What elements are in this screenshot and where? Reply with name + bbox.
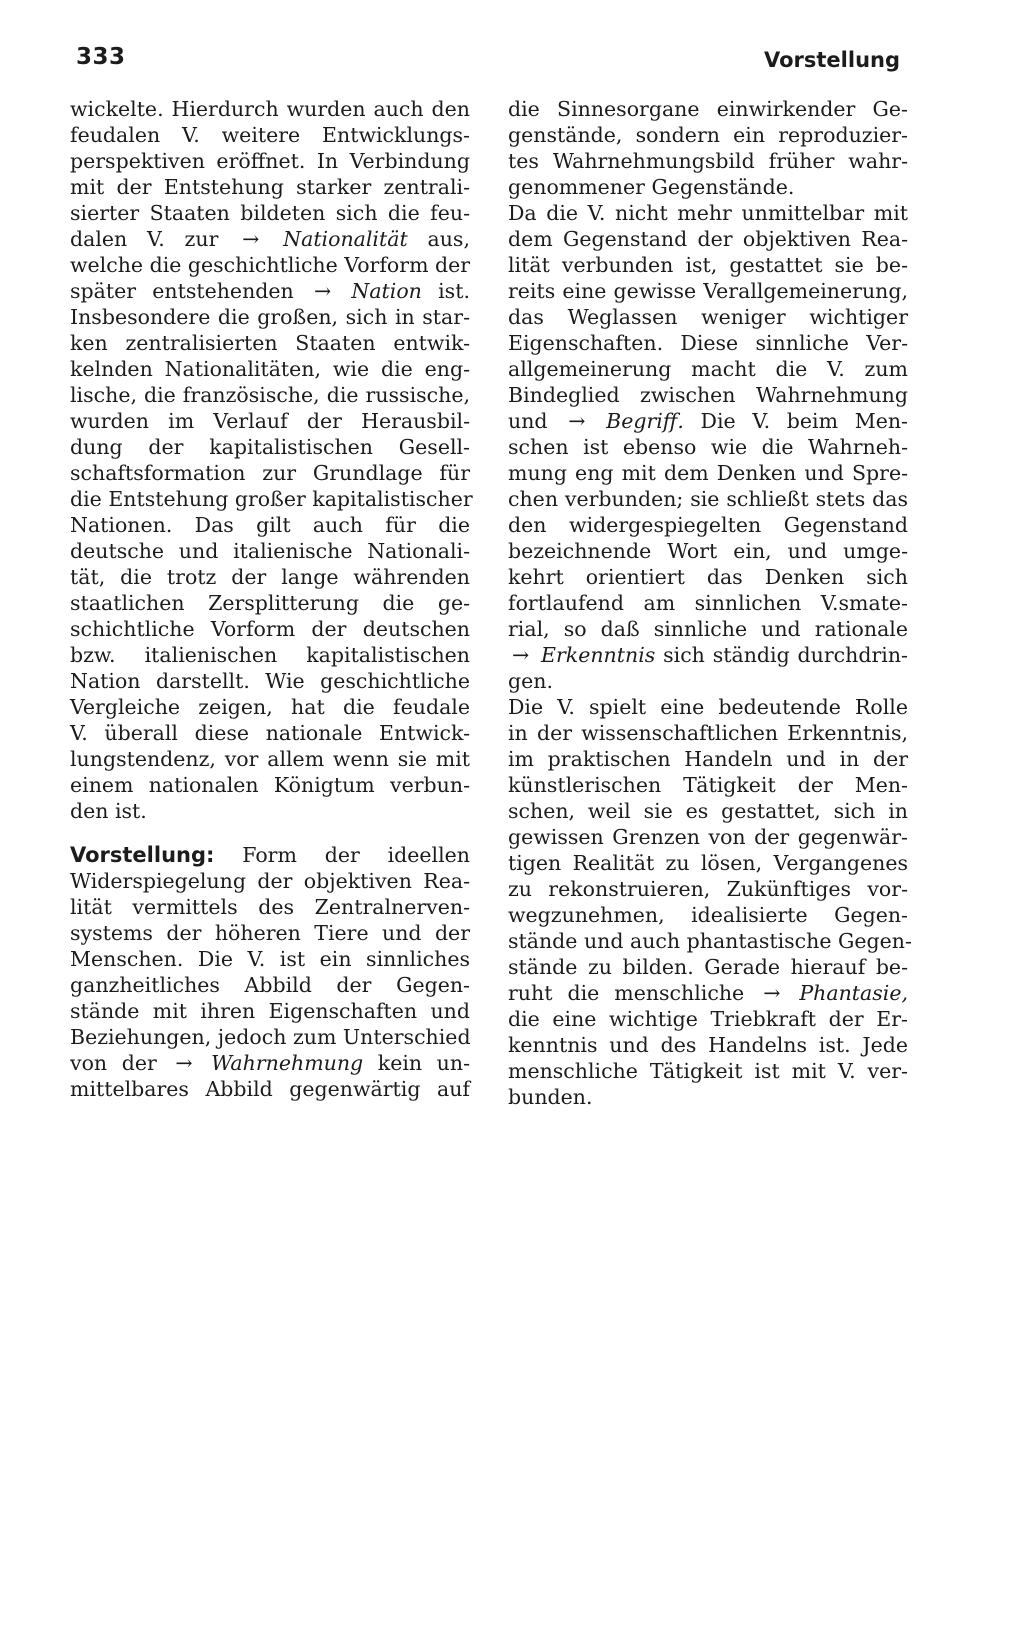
text-line: stände und auch phantastische Gegen- (508, 929, 912, 953)
text-line: Widerspiegelung der objektiven Rea- (70, 869, 470, 893)
text-line: Nation darstellt. Wie geschichtliche (70, 669, 470, 693)
paragraph-gap (70, 824, 470, 842)
text-line: deutsche und italienische Nationali- (70, 539, 470, 563)
text-line: Insbesondere die großen, sich in star- (70, 305, 470, 329)
text-segment: Die V. beim Men- (700, 409, 908, 433)
text-line: stände zu bilden. Gerade hierauf be- (508, 955, 908, 979)
text-line: in der wissenschaftlichen Erkenntnis, (508, 721, 908, 745)
text-line: tigen Realität zu lösen, Vergangenes (508, 851, 908, 875)
text-line: menschliche Tätigkeit ist mit V. ver- (508, 1059, 908, 1083)
cross-reference-arrow-icon: → (175, 1051, 193, 1075)
text-line (70, 1050, 470, 1076)
text-line: Beziehungen, jedoch zum Unterschied (70, 1025, 471, 1049)
text-line: lungstendenz, vor allem wenn sie mit (70, 747, 470, 771)
text-line: zu rekonstruieren, Zukünftiges vor- (508, 877, 908, 901)
text-line: systems der höheren Tiere und der (70, 921, 470, 945)
text-line: die eine wichtige Triebkraft der Er- (508, 1007, 908, 1031)
text-segment: von der (70, 1051, 157, 1075)
text-line: tät, die trotz der lange währenden (70, 565, 470, 589)
left-column (70, 96, 473, 1102)
text-line: schaftsformation zur Grundlage für (70, 461, 470, 485)
text-line: schen ist ebenso wie die Wahrneh- (508, 435, 908, 459)
text-line: bezeichnende Wort ein, und umge- (508, 539, 908, 563)
cross-reference-wahrnehmung[interactable]: Wahrnehmung (211, 1051, 364, 1075)
entry-continuation-paragraph (508, 96, 908, 200)
text-line: Eigenschaften. Diese sinnliche Ver- (508, 331, 908, 355)
text-line: wickelte. Hierdurch wurden auch den (70, 97, 470, 121)
text-line: künstlerischen Tätigkeit der Men- (508, 773, 908, 797)
cross-reference-arrow-icon: → (763, 981, 781, 1005)
cross-reference-arrow-icon: → (568, 409, 586, 433)
page-number: 333 (76, 44, 126, 70)
text-line: den ist. (70, 799, 147, 823)
cross-reference-phantasie[interactable]: Phantasie, (799, 981, 908, 1005)
text-line: lität verbunden ist, gestattet sie be- (508, 253, 908, 277)
text-line: gen. (508, 669, 553, 693)
text-segment: aus, (427, 227, 470, 251)
text-line (70, 226, 470, 252)
text-line: die Sinnesorgane einwirkender Ge- (508, 97, 908, 121)
text-line: staatlichen Zersplitterung die ge- (70, 591, 470, 615)
text-line (70, 278, 470, 304)
text-line: ken zentralisierten Staaten entwik- (70, 331, 470, 355)
text-line: die Entstehung großer kapitalistischer (70, 487, 473, 511)
text-line: dem Gegenstand der objektiven Rea- (508, 227, 908, 251)
text-line: kehrt orientiert das Denken sich (508, 565, 908, 589)
text-line: sierter Staaten bildeten sich die feu- (70, 201, 470, 225)
text-line: mung eng mit dem Denken und Spre- (508, 461, 908, 485)
text-line: lität vermittels des Zentralnerven- (70, 895, 470, 919)
text-line: Bindeglied zwischen Wahrnehmung (508, 383, 908, 407)
text-line (508, 408, 908, 434)
text-segment: später entstehenden (70, 279, 294, 303)
dictionary-entry (70, 842, 470, 1102)
text-line: allgemeinerung macht die V. zum (508, 357, 908, 381)
text-segment: sich ständig durchdrin- (663, 643, 908, 667)
text-segment: ruht die menschliche (508, 981, 745, 1005)
cross-reference-arrow-icon: → (512, 643, 530, 667)
text-line: genommener Gegenstände. (508, 175, 795, 199)
entry-headword: Vorstellung: (70, 843, 215, 867)
running-head: Vorstellung (764, 48, 900, 72)
text-segment: Form der ideellen (242, 843, 470, 867)
text-line: fortlaufend am sinnlichen V.smate- (508, 591, 908, 615)
text-line: bzw. italienischen kapitalistischen (70, 643, 470, 667)
cross-reference-begriff[interactable]: Begriff. (606, 409, 684, 433)
text-segment: und (508, 409, 548, 433)
text-line: rial, so daß sinnliche und rationale (508, 617, 908, 641)
text-line: den widergespiegelten Gegenstand (508, 513, 908, 537)
text-segment: dalen V. zur (70, 227, 219, 251)
text-line: stände mit ihren Eigenschaften und (70, 999, 470, 1023)
text-line: tes Wahrnehmungsbild früher wahr- (508, 149, 908, 173)
paragraph (508, 694, 912, 1110)
text-line: ganzheitliches Abbild der Gegen- (70, 973, 470, 997)
text-segment: kein un- (377, 1051, 470, 1075)
text-line: chen verbunden; sie schließt stets das (508, 487, 908, 511)
text-line: das Weglassen weniger wichtiger (508, 305, 908, 329)
cross-reference-erkenntnis[interactable]: Erkenntnis (541, 643, 656, 667)
right-column (508, 96, 912, 1110)
text-line: kenntnis und des Handelns ist. Jede (508, 1033, 908, 1057)
text-line: feudalen V. weitere Entwicklungs- (70, 123, 470, 147)
text-line: mit der Entstehung starker zentrali- (70, 175, 470, 199)
text-line (508, 642, 908, 668)
text-line: gewissen Grenzen von der gegenwär- (508, 825, 908, 849)
text-line: im praktischen Handeln und in der (508, 747, 908, 771)
text-line: welche die geschichtliche Vorform der (70, 253, 471, 277)
text-line: Die V. spielt eine bedeutende Rolle (508, 695, 908, 719)
text-line: Nationen. Das gilt auch für die (70, 513, 470, 537)
text-line: reits eine gewisse Verallgemeinerung, (508, 279, 908, 303)
text-line: schichtliche Vorform der deutschen (70, 617, 470, 641)
text-line: bunden. (508, 1085, 593, 1109)
text-line: mittelbares Abbild gegenwärtig auf (70, 1077, 470, 1101)
text-line (508, 980, 908, 1006)
text-line: V. überall diese nationale Entwick- (70, 721, 470, 745)
cross-reference-nationalitaet[interactable]: Nationalität (283, 227, 408, 251)
text-line: kelnden Nationalitäten, wie die eng- (70, 357, 470, 381)
text-line: wegzunehmen, idealisierte Gegen- (508, 903, 908, 927)
text-line: wurden im Verlauf der Herausbil- (70, 409, 470, 433)
cross-reference-arrow-icon: → (242, 227, 260, 251)
cross-reference-arrow-icon: → (313, 279, 332, 303)
text-line: Da die V. nicht mehr unmittelbar mit (508, 201, 908, 225)
continuation-paragraph (70, 96, 473, 824)
text-line: perspektiven eröffnet. In Verbindung (70, 149, 470, 173)
text-line: Vergleiche zeigen, hat die feudale (70, 695, 470, 719)
text-segment: ist. (438, 279, 470, 303)
text-line: dung der kapitalistischen Gesell- (70, 435, 470, 459)
text-line: Menschen. Die V. ist ein sinnliches (70, 947, 470, 971)
text-line: genstände, sondern ein reproduzier- (508, 123, 908, 147)
cross-reference-nation[interactable]: Nation (351, 279, 422, 303)
text-line: lische, die französische, die russische, (70, 383, 470, 407)
text-line (70, 842, 470, 868)
text-line: schen, weil sie es gestattet, sich in (508, 799, 908, 823)
paragraph (508, 200, 908, 694)
text-line: einem nationalen Königtum verbun- (70, 773, 470, 797)
